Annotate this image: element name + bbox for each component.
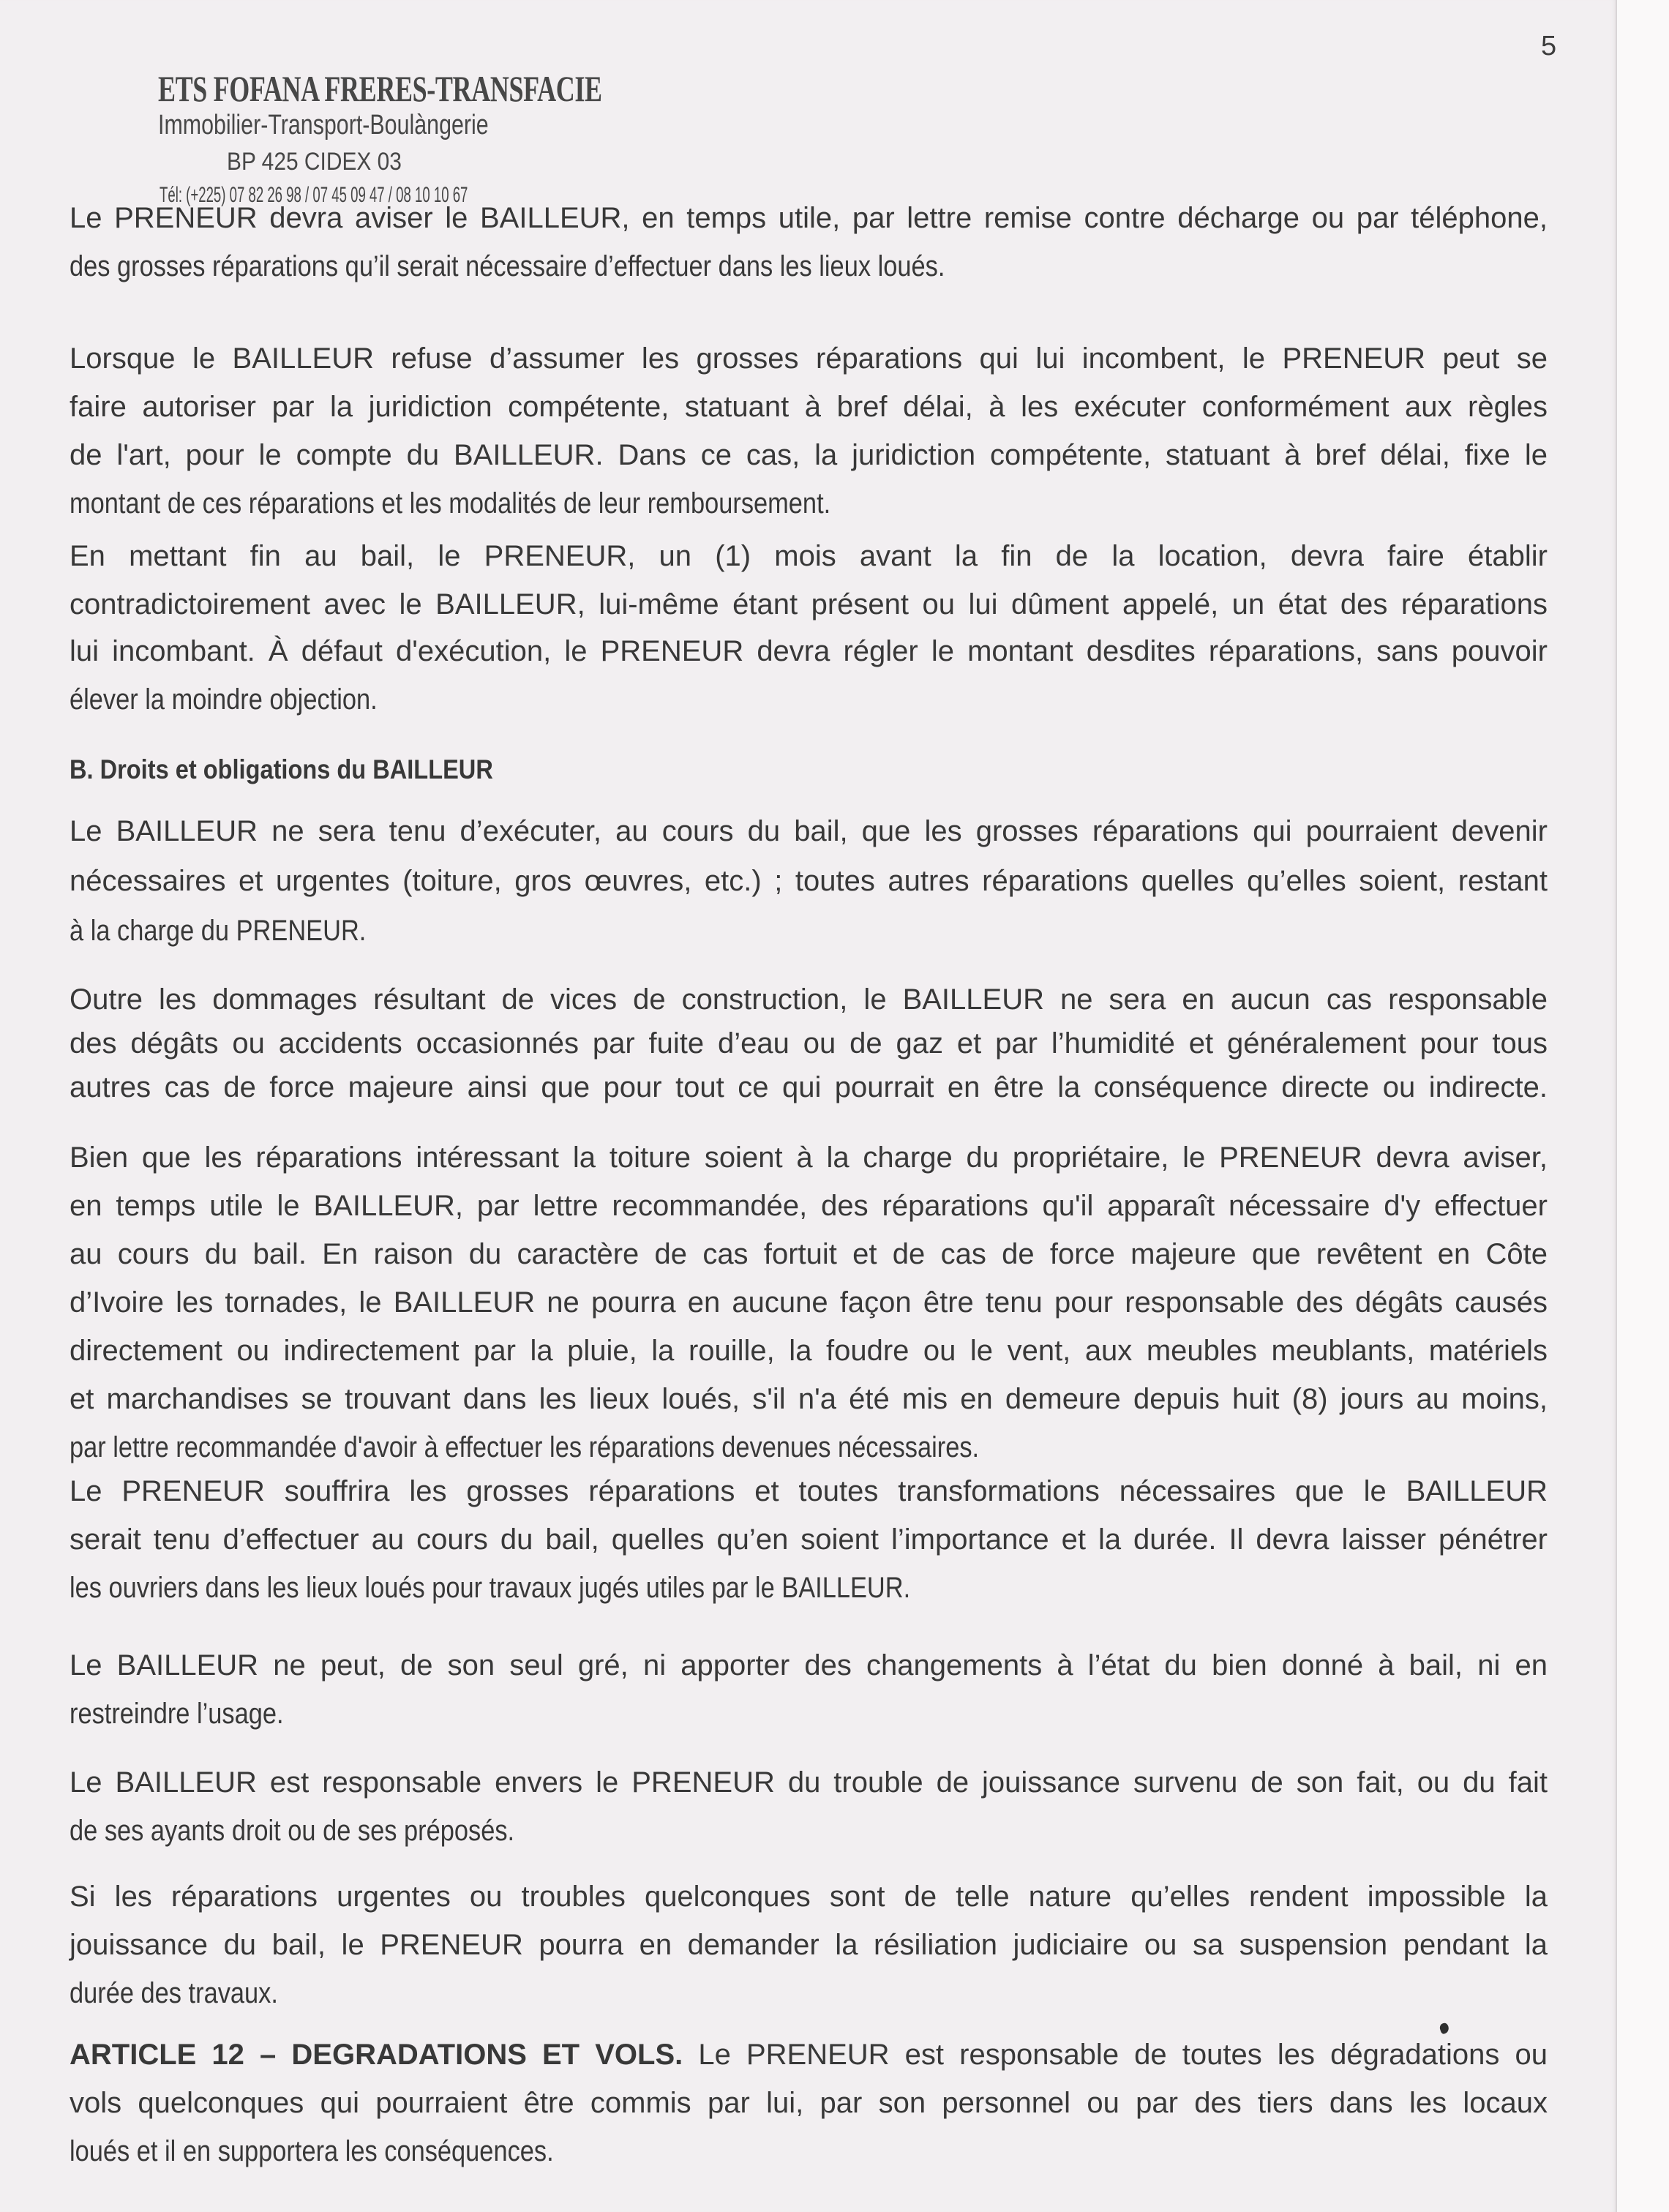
article-12-text: Le PRENEUR est responsable de toutes les dégradations ou — [683, 2039, 1548, 2071]
text-line: loués et il en supportera les conséquences. — [70, 2135, 554, 2167]
section-heading: B. Droits et obligations du BAILLEUR — [70, 754, 493, 784]
text-line: Si les réparations urgentes ou troubles quelconques sont de telle nature qu’elles rendent impossible la — [70, 1881, 1548, 1913]
text-line: à la charge du PRENEUR. — [70, 915, 367, 947]
text-line: d’Ivoire les tornades, le BAILLEUR ne pourra en aucune façon être tenu pour responsable des dégâts causés — [70, 1286, 1548, 1319]
text-line: En mettant fin au bail, le PRENEUR, un (1) mois avant la fin de la location, devra faire établir — [70, 540, 1548, 572]
text-line: contradictoirement avec le BAILLEUR, lui-même étant présent ou lui dûment appelé, un état des réparations — [70, 588, 1548, 621]
text-line: de ses ayants droit ou de ses préposés. — [70, 1815, 515, 1847]
text-line: Lorsque le BAILLEUR refuse d’assumer les grosses réparations qui lui incombent, le PRENEUR peut se — [70, 342, 1548, 375]
text-line: Le BAILLEUR ne sera tenu d’exécuter, au cours du bail, que les grosses réparations qui pourraient devenir — [70, 815, 1548, 847]
text-line: serait tenu d’effectuer au cours du bail, quelles qu’en soient l’importance et la durée. Il devra laisser pénétrer — [70, 1523, 1548, 1556]
letterhead-phone: Tél: (+225) 07 82 26 98 / 07 45 09 47 / 08 10 10 67 — [160, 183, 468, 207]
text-line: faire autoriser par la juridiction compétente, statuant à bref délai, à les exécuter conformément aux règles — [70, 391, 1548, 423]
letterhead-address: BP 425 CIDEX 03 — [227, 148, 402, 176]
text-line: Le BAILLEUR est responsable envers le PRENEUR du trouble de jouissance survenu de son fait, ou du fait — [70, 1766, 1548, 1799]
text-line: les ouvriers dans les lieux loués pour travaux jugés utiles par le BAILLEUR. — [70, 1572, 911, 1604]
text-line: de l'art, pour le compte du BAILLEUR. Dans ce cas, la juridiction compétente, statuant à bref délai, fixe le — [70, 439, 1548, 471]
text-line: directement ou indirectement par la pluie, la rouille, la foudre ou le vent, aux meubles meublants, matériels — [70, 1335, 1548, 1367]
text-line: des grosses réparations qu’il serait nécessaire d’effectuer dans les lieux loués. — [70, 250, 945, 282]
text-line: nécessaires et urgentes (toiture, gros œuvres, etc.) ; toutes autres réparations quelles qu’elles soient, restant — [70, 865, 1548, 897]
text-line: Le BAILLEUR ne peut, de son seul gré, ni apporter des changements à l’état du bien donné à bail, ni en — [70, 1649, 1548, 1682]
text-line: autres cas de force majeure ainsi que pour tout ce qui pourrait en être la conséquence directe ou indirecte. — [70, 1071, 1548, 1103]
text-line: restreindre l’usage. — [70, 1698, 284, 1730]
text-line: élever la moindre objection. — [70, 683, 378, 716]
page-number: 5 — [1541, 31, 1557, 61]
text-line: durée des travaux. — [70, 1977, 278, 2009]
text-line: Outre les dommages résultant de vices de construction, le BAILLEUR ne sera en aucun cas responsable — [70, 983, 1548, 1016]
text-line: vols quelconques qui pourraient être commis par lui, par son personnel ou par des tiers dans les locaux — [70, 2087, 1548, 2119]
article-12-first-line — [70, 2037, 1548, 2072]
letterhead-activities: Immobilier-Transport-Boulàngerie — [158, 110, 489, 140]
text-line: par lettre recommandée d'avoir à effectuer les réparations devenues nécessaires. — [70, 1431, 980, 1463]
text-line: jouissance du bail, le PRENEUR pourra en demander la résiliation judiciaire ou sa suspension pendant la — [70, 1929, 1548, 1961]
text-line: Bien que les réparations intéressant la toiture soient à la charge du propriétaire, le PRENEUR devra aviser, — [70, 1141, 1548, 1174]
text-line: et marchandises se trouvant dans les lieux loués, s'il n'a été mis en demeure depuis huit (8) jours au moins, — [70, 1383, 1548, 1415]
letterhead-company: ETS FOFANA FRERES-TRANSFACIE — [158, 68, 602, 109]
text-line: montant de ces réparations et les modalités de leur remboursement. — [70, 487, 831, 520]
text-line: des dégâts ou accidents occasionnés par fuite d’eau ou de gaz et par l’humidité et généralement pour tous — [70, 1027, 1548, 1060]
text-line: au cours du bail. En raison du caractère de cas fortuit et de cas de force majeure que revêtent en Côte — [70, 1238, 1548, 1270]
text-line: en temps utile le BAILLEUR, par lettre recommandée, des réparations qu'il apparaît nécessaire d'y effectuer — [70, 1190, 1548, 1222]
article-heading: ARTICLE 12 – DEGRADATIONS ET VOLS. — [70, 2039, 683, 2071]
text-line: Le PRENEUR souffrira les grosses réparations et toutes transformations nécessaires que le BAILLEUR — [70, 1475, 1548, 1507]
scanner-edge — [1617, 0, 1669, 2212]
text-line: lui incombant. À défaut d'exécution, le PRENEUR devra régler le montant desdites réparations, sans pouvoir — [70, 635, 1548, 667]
ink-mark — [1439, 2022, 1450, 2034]
text-line: Le PRENEUR devra aviser le BAILLEUR, en temps utile, par lettre remise contre décharge ou par téléphone, — [70, 202, 1548, 234]
